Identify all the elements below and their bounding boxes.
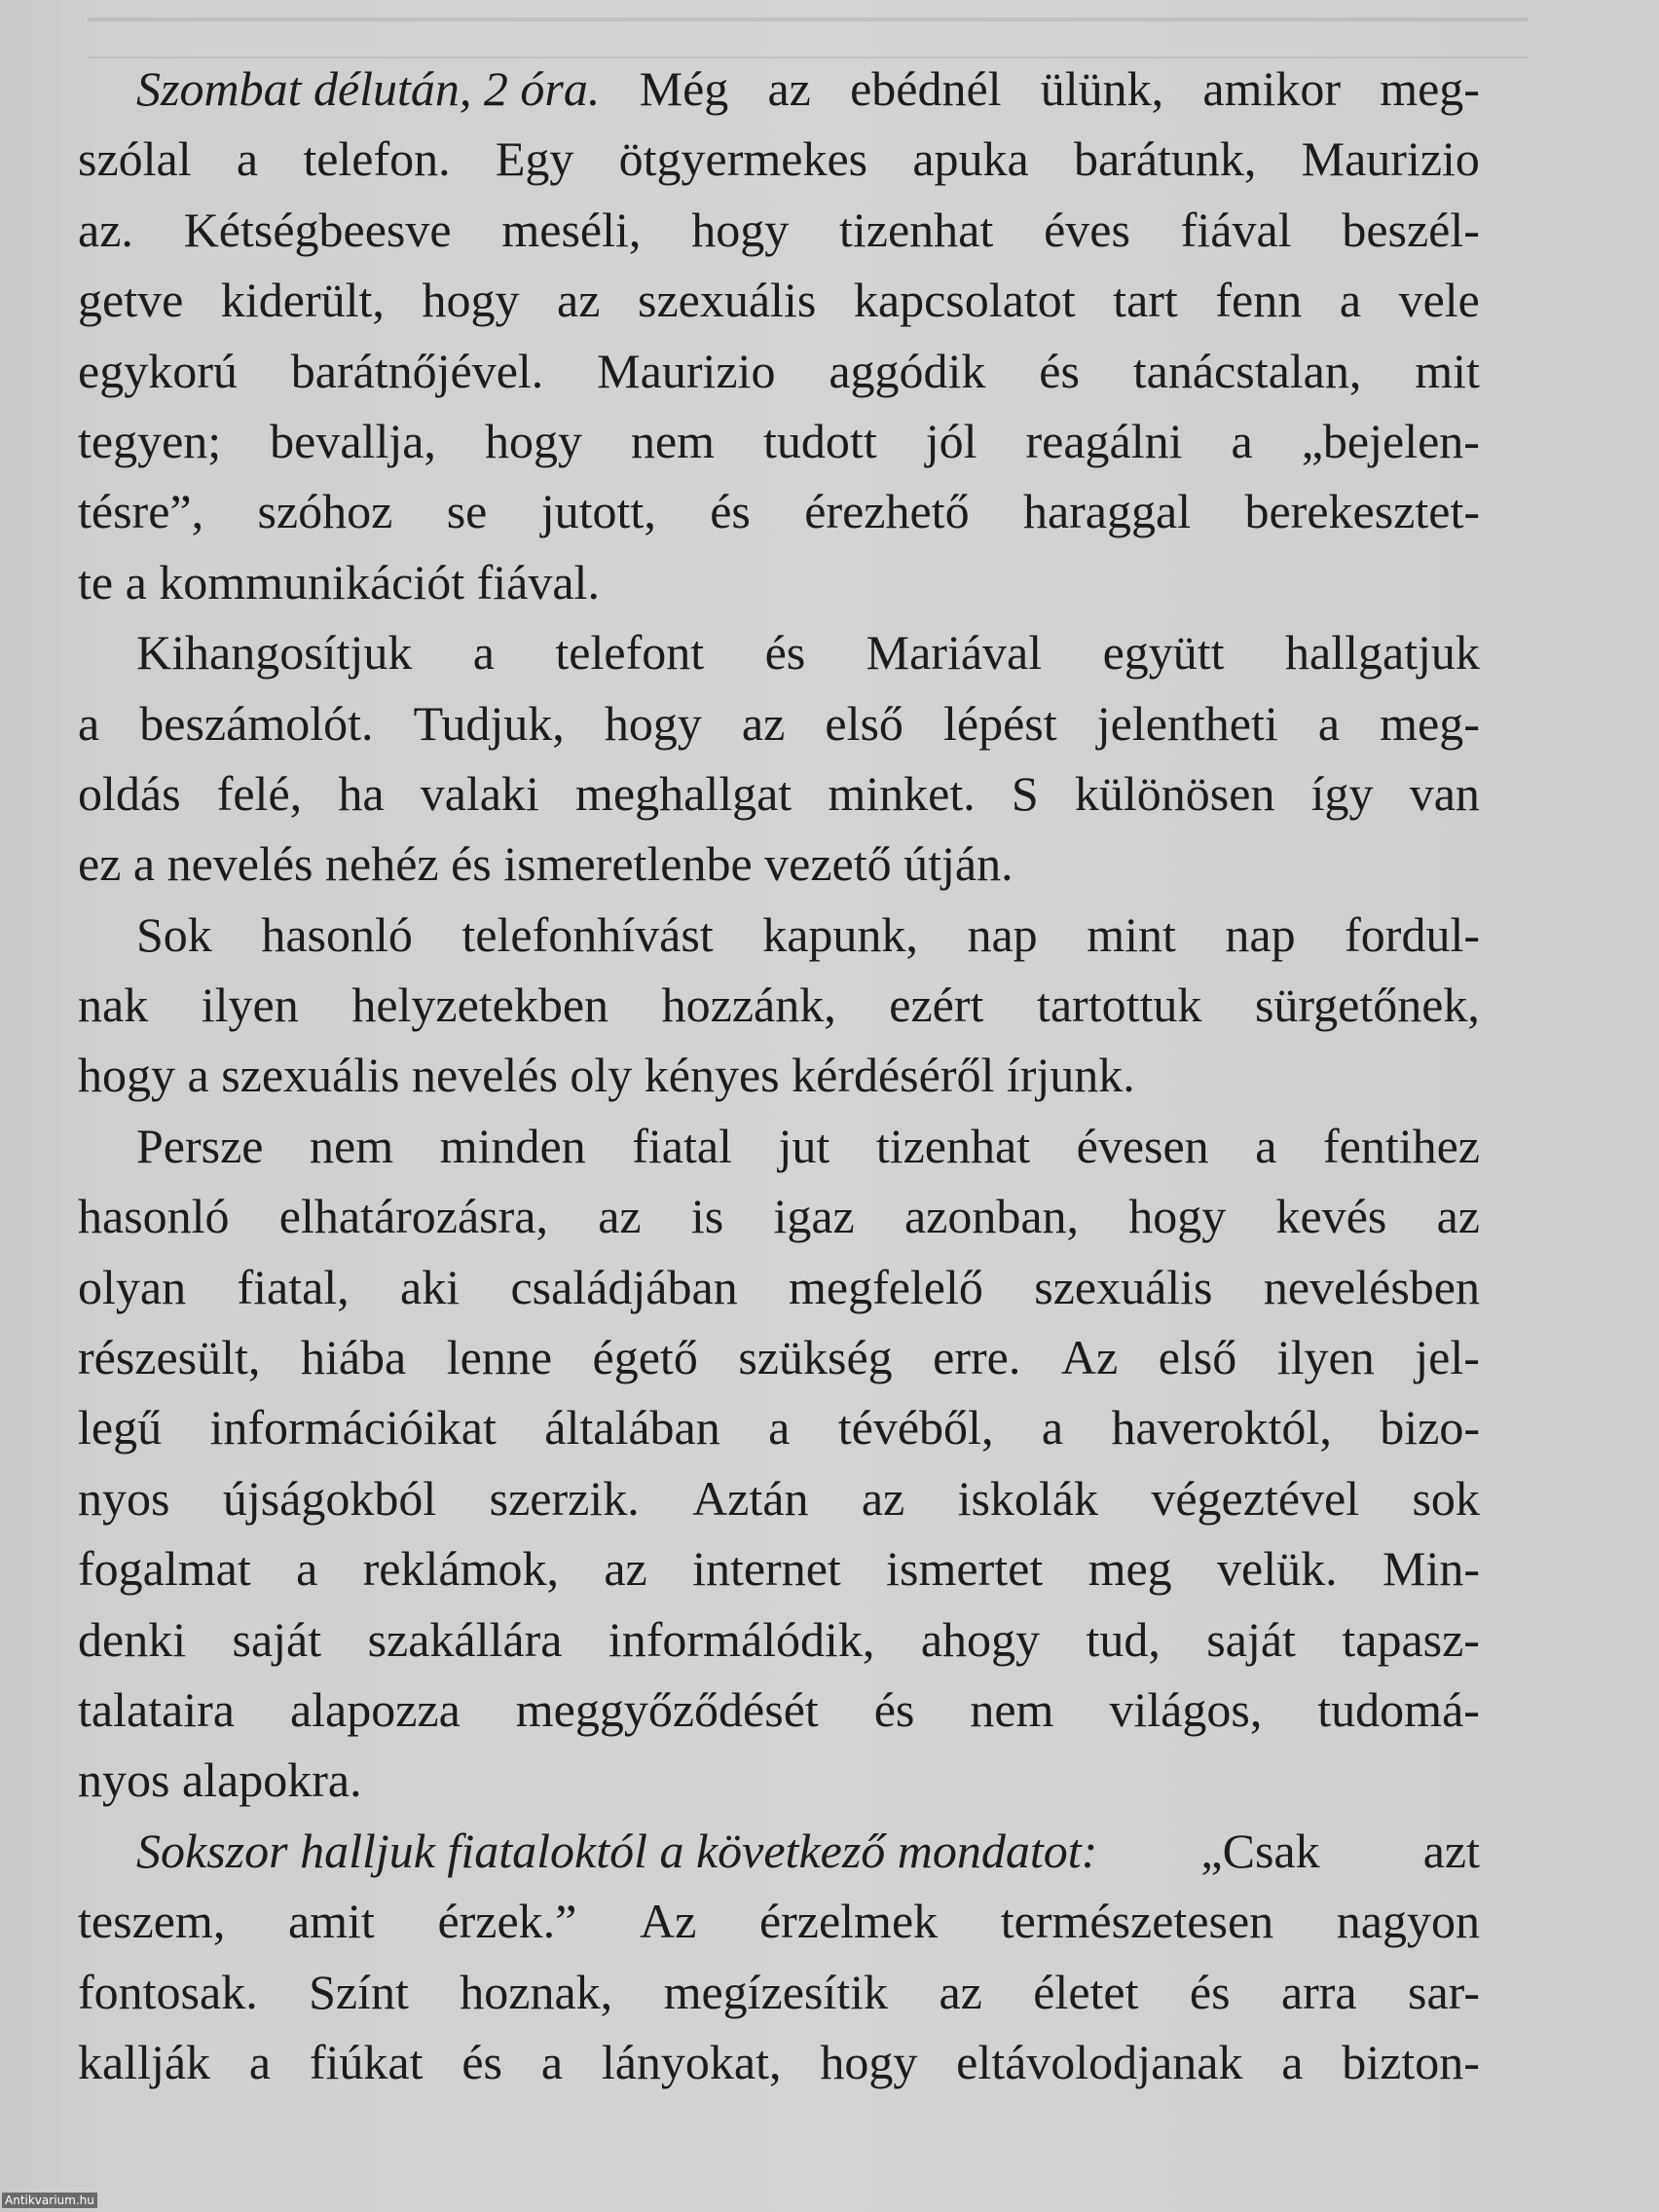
word: hogy xyxy=(604,695,702,751)
text-line xyxy=(78,54,1480,124)
word: azt xyxy=(1422,1823,1480,1878)
word: Az xyxy=(640,1894,697,1949)
word: haraggal xyxy=(1022,484,1192,539)
word: világos, xyxy=(1109,1681,1263,1737)
text-line xyxy=(78,124,1480,194)
text-line xyxy=(78,265,1480,335)
word: hogy xyxy=(691,202,790,257)
word: saját xyxy=(232,1611,322,1667)
text-line xyxy=(78,1111,1480,1181)
word: tapasz- xyxy=(1342,1611,1480,1667)
word: Min- xyxy=(1382,1541,1480,1597)
word: teszem, xyxy=(78,1894,226,1949)
word: kapunk, xyxy=(762,906,918,962)
word: szakállára xyxy=(367,1611,563,1667)
text-line xyxy=(78,195,1480,265)
text-line xyxy=(78,1957,1480,2027)
word: érzek.” xyxy=(437,1894,577,1949)
word: szexuális xyxy=(638,273,817,328)
word: apuka xyxy=(912,131,1029,187)
word: nap xyxy=(1225,906,1296,962)
word: fiatal xyxy=(632,1118,732,1173)
word: saját xyxy=(1206,1611,1296,1667)
text-line xyxy=(78,758,1480,829)
word: és xyxy=(1189,1964,1231,2019)
word: évesen xyxy=(1076,1118,1209,1173)
word: így xyxy=(1310,765,1374,821)
text-line xyxy=(78,1463,1480,1533)
word: barátunk, xyxy=(1073,131,1257,187)
word: bevallja, xyxy=(270,413,436,468)
word: az. xyxy=(78,202,133,257)
word: az xyxy=(1436,1189,1480,1244)
text-line xyxy=(78,2027,1480,2097)
word: végeztével xyxy=(1151,1470,1360,1526)
paragraph xyxy=(78,617,1480,900)
word: olyan xyxy=(78,1259,187,1314)
word: ülünk, xyxy=(1040,61,1164,116)
text-line xyxy=(78,1252,1480,1322)
word: a xyxy=(248,2034,272,2089)
word: hasonló xyxy=(261,906,413,962)
word: jól xyxy=(925,413,977,468)
word: alapozza xyxy=(289,1681,461,1737)
word: éves xyxy=(1044,202,1130,257)
word: amit xyxy=(287,1894,375,1949)
word: arra xyxy=(1280,1964,1357,2019)
word: a xyxy=(1041,1400,1064,1456)
word: felé, xyxy=(216,765,303,821)
word: Sok xyxy=(136,906,212,962)
word: mit xyxy=(1415,343,1480,398)
text-line xyxy=(78,1322,1480,1392)
word: eltávolodjanak xyxy=(956,2034,1243,2089)
word: meséli, xyxy=(501,202,642,257)
word: a xyxy=(768,1400,791,1456)
word: jutott, xyxy=(540,484,656,539)
word: ahogy xyxy=(920,1611,1041,1667)
word: a xyxy=(78,695,100,751)
word: nyos alapokra. xyxy=(78,1752,362,1808)
word: haveroktól, xyxy=(1111,1400,1332,1456)
word: a xyxy=(1231,413,1253,468)
text-line xyxy=(78,1675,1480,1745)
text-line xyxy=(78,900,1480,970)
word: lenne xyxy=(446,1330,553,1385)
word: és xyxy=(764,625,806,681)
word: a xyxy=(296,1541,318,1597)
word: nak xyxy=(78,977,149,1033)
word: erre. xyxy=(933,1330,1021,1385)
word: hasonló xyxy=(78,1189,230,1244)
word: nem xyxy=(970,1681,1054,1737)
word: kallják xyxy=(78,2034,211,2089)
word: az xyxy=(767,61,811,116)
word: hogy a szexuális nevelés oly kényes kérdéséről írjunk. xyxy=(78,1048,1135,1103)
text-line xyxy=(78,1040,1480,1110)
word: hogy xyxy=(820,2034,918,2089)
word: telefont xyxy=(555,625,705,681)
word: internet xyxy=(692,1541,841,1597)
word: telefon. xyxy=(303,131,451,187)
word: fiával xyxy=(1180,202,1292,257)
word: minket. xyxy=(828,765,976,821)
word: legű xyxy=(78,1400,163,1456)
text-line xyxy=(78,476,1480,546)
word: denki xyxy=(78,1611,187,1667)
word: azonban, xyxy=(903,1189,1080,1244)
word: együtt xyxy=(1102,625,1225,681)
word: aki xyxy=(400,1259,461,1314)
word: van xyxy=(1409,765,1480,821)
word: hallgatjuk xyxy=(1284,625,1480,681)
word: lépést xyxy=(943,695,1057,751)
word: Maurizio xyxy=(597,343,776,398)
word: reagálni xyxy=(1025,413,1183,468)
word: Tudjuk, xyxy=(413,695,565,751)
word: információikat xyxy=(209,1400,497,1456)
word: fontosak. xyxy=(78,1964,258,2019)
word: aggódik xyxy=(829,343,986,398)
word: életet xyxy=(1033,1964,1139,2019)
word: érezhető xyxy=(804,484,970,539)
text-line xyxy=(78,1816,1480,1886)
word: S xyxy=(1011,765,1039,821)
word: az xyxy=(598,1189,642,1244)
word: elhatározásra, xyxy=(278,1189,548,1244)
word: beszámolót. xyxy=(139,695,374,751)
word: Kihangosítjuk xyxy=(136,625,413,681)
word: nagyon xyxy=(1336,1894,1480,1949)
paragraph xyxy=(78,54,1480,617)
word: általában xyxy=(544,1400,720,1456)
word: a xyxy=(472,625,495,681)
word: te a kommunikációt fiával. xyxy=(78,554,600,609)
word: amikor xyxy=(1202,61,1341,116)
word: Kétségbeesve xyxy=(183,202,452,257)
word: kevés xyxy=(1275,1189,1387,1244)
word: nem xyxy=(310,1118,394,1173)
word: nem xyxy=(630,413,716,468)
word: beszél- xyxy=(1342,202,1480,257)
show-through-text xyxy=(88,0,1529,58)
word: jelentheti xyxy=(1096,695,1278,751)
paragraph xyxy=(78,1111,1480,1816)
word: is xyxy=(690,1189,724,1244)
word: fogalmat xyxy=(78,1541,251,1597)
word: vele xyxy=(1398,273,1480,328)
word: érzelmek xyxy=(758,1894,939,1949)
word: megízesítik xyxy=(663,1964,889,2019)
text-line xyxy=(78,829,1480,899)
word: Egy xyxy=(495,131,574,187)
text-line xyxy=(78,617,1480,687)
word: szükség xyxy=(738,1330,893,1385)
word: Persze xyxy=(136,1118,264,1173)
word: Aztán xyxy=(692,1470,809,1526)
word: tudomá- xyxy=(1317,1681,1480,1737)
word: velük. xyxy=(1217,1541,1338,1597)
word: Az xyxy=(1060,1330,1119,1385)
word: szóhoz xyxy=(257,484,393,539)
word: tanácstalan, xyxy=(1132,343,1362,398)
body-text xyxy=(78,54,1480,2097)
word: tésre”, xyxy=(78,484,204,539)
text-line xyxy=(78,336,1480,406)
paragraph xyxy=(78,900,1480,1111)
word: jut xyxy=(778,1118,830,1173)
word: „bejelen- xyxy=(1301,413,1480,468)
text-line xyxy=(78,1886,1480,1956)
word: az xyxy=(741,695,786,751)
word: hozzánk, xyxy=(661,977,836,1033)
word: informálódik, xyxy=(608,1611,875,1667)
word: valaki xyxy=(420,765,539,821)
word: a xyxy=(1255,1118,1277,1173)
word: ilyen xyxy=(201,977,299,1033)
word: tud, xyxy=(1086,1611,1161,1667)
watermark: Antikvarium.hu xyxy=(2,2193,97,2208)
text-line xyxy=(78,1533,1480,1604)
word: első xyxy=(825,695,903,751)
word: Mariával xyxy=(866,625,1043,681)
word: a xyxy=(1317,695,1341,751)
word: fentihez xyxy=(1322,1118,1480,1173)
word: családjában xyxy=(510,1259,738,1314)
word: bizo- xyxy=(1380,1400,1480,1456)
word: Még xyxy=(639,61,729,116)
word: helyzetekben xyxy=(351,977,609,1033)
word: talataira xyxy=(78,1681,235,1737)
word: kiderült, xyxy=(220,273,385,328)
word: részesült, xyxy=(78,1330,261,1385)
word: hoznak, xyxy=(460,1964,613,2019)
word: szólal xyxy=(78,131,192,187)
word: és xyxy=(873,1681,915,1737)
word: ilyen xyxy=(1276,1330,1375,1385)
word: minden xyxy=(439,1118,586,1173)
word: az xyxy=(604,1541,647,1597)
word: jel- xyxy=(1415,1330,1480,1385)
word: az xyxy=(557,273,601,328)
word: kapcsolatot xyxy=(853,273,1076,328)
word: barátnőjével. xyxy=(290,343,544,398)
word: a xyxy=(1339,273,1362,328)
word: és xyxy=(710,484,751,539)
text-line xyxy=(78,406,1480,476)
text-line xyxy=(78,1604,1480,1675)
word: egykorú xyxy=(78,343,238,398)
word: a xyxy=(540,2034,564,2089)
word: meggyőződését xyxy=(515,1681,819,1737)
word: hogy xyxy=(1128,1189,1227,1244)
word: a xyxy=(236,131,259,187)
word: ötgyermekes xyxy=(618,131,868,187)
word: fiúkat xyxy=(309,2034,424,2089)
word: hogy xyxy=(422,273,520,328)
word: megfelelő xyxy=(788,1259,983,1314)
word: nap xyxy=(967,906,1038,962)
word: tartottuk xyxy=(1036,977,1202,1033)
text-line xyxy=(78,970,1480,1040)
word: ez a nevelés nehéz és ismeretlenbe vezető útján. xyxy=(78,836,1014,892)
text-line xyxy=(78,1181,1480,1251)
word: sar- xyxy=(1408,1964,1480,2019)
word: hogy xyxy=(484,413,582,468)
word: ha xyxy=(338,765,385,821)
word: sürgetőnek, xyxy=(1254,977,1480,1033)
paragraph xyxy=(78,1816,1480,2098)
word: Színt xyxy=(309,1964,409,2019)
text-line xyxy=(78,1745,1480,1815)
word: a xyxy=(1281,2034,1304,2089)
word: nyos xyxy=(78,1470,170,1526)
word: telefonhívást xyxy=(461,906,714,962)
word: tévéből, xyxy=(837,1400,994,1456)
word: getve xyxy=(78,273,184,328)
word: meg xyxy=(1088,1541,1172,1597)
word: ebédnél xyxy=(850,61,1002,116)
word: nevelésben xyxy=(1263,1259,1480,1314)
word: lányokat, xyxy=(601,2034,782,2089)
word: tizenhat xyxy=(875,1118,1031,1173)
word: szerzik. xyxy=(489,1470,640,1526)
word: oldás xyxy=(78,765,181,821)
word: első xyxy=(1158,1330,1237,1385)
word: tudott xyxy=(763,413,877,468)
word: szexuális xyxy=(1034,1259,1213,1314)
word: természetesen xyxy=(1000,1894,1274,1949)
word: Maurizio xyxy=(1301,131,1480,187)
word: meg- xyxy=(1380,61,1480,116)
word: és xyxy=(461,2034,502,2089)
word: mint xyxy=(1087,906,1176,962)
word: az xyxy=(861,1470,905,1526)
word: újságokból xyxy=(222,1470,437,1526)
word: tegyen; xyxy=(78,413,222,468)
word: se xyxy=(446,484,488,539)
word: ismertet xyxy=(886,1541,1044,1597)
word: „Csak xyxy=(1200,1823,1320,1878)
text-line xyxy=(78,1392,1480,1462)
word: fordul- xyxy=(1345,906,1480,962)
italic-phrase: Szombat délután, 2 óra. xyxy=(136,61,601,116)
word: meghallgat xyxy=(575,765,793,821)
text-line xyxy=(78,688,1480,758)
word: és xyxy=(1039,343,1080,398)
word: berekesztet- xyxy=(1244,484,1480,539)
word: fiatal, xyxy=(237,1259,350,1314)
word: bizton- xyxy=(1342,2034,1480,2089)
italic-phrase: Sokszor halljuk fiataloktól a következő mondatot: xyxy=(136,1823,1098,1878)
word: tizenhat xyxy=(839,202,994,257)
word: tart xyxy=(1113,273,1178,328)
word: igaz xyxy=(773,1189,855,1244)
word: hiába xyxy=(300,1330,407,1385)
word: fenn xyxy=(1215,273,1303,328)
text-line xyxy=(78,547,1480,617)
word: égető xyxy=(592,1330,698,1385)
word: az xyxy=(939,1964,982,2019)
word: különösen xyxy=(1074,765,1275,821)
word: meg- xyxy=(1380,695,1480,751)
word: sok xyxy=(1412,1470,1480,1526)
word: reklámok, xyxy=(362,1541,559,1597)
word: ezért xyxy=(889,977,984,1033)
word: iskolák xyxy=(957,1470,1098,1526)
